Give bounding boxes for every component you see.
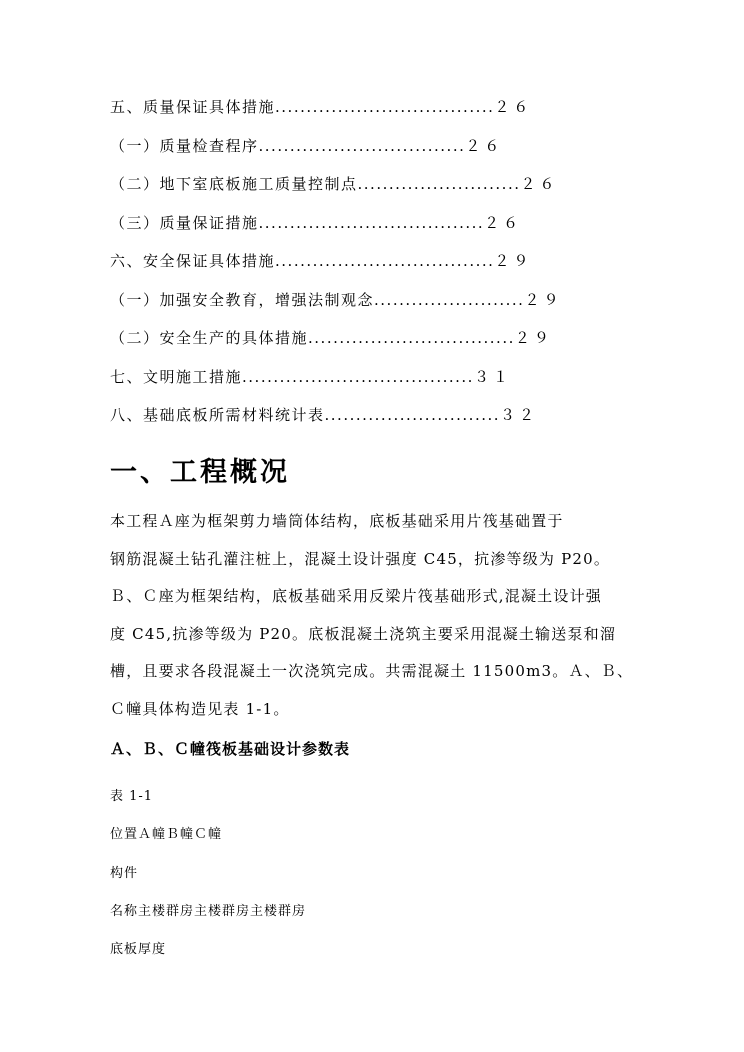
toc-entry-title: （二）安全生产的具体措施 [110,329,309,347]
table-line: 构件 [110,866,139,881]
toc-entry-title: 六、安全保证具体措施 [110,252,276,270]
toc-entry-title: 八、基础底板所需材料统计表 [110,406,325,424]
table-line: 底板厚度 [110,942,167,957]
toc-entry[interactable] [110,289,650,328]
toc-entry-dots: ................................. [308,329,515,347]
toc-entry[interactable] [110,327,650,366]
toc-entry-page: ２６ [520,175,559,193]
toc-entry-page: ２９ [524,290,563,309]
toc-entry-page: ２９ [494,252,533,270]
toc-entry-title: （二）地下室底板施工质量控制点 [110,175,358,193]
toc-entry-page: ３１ [473,367,512,386]
toc-entry[interactable] [110,212,650,251]
toc-entry-page: ２６ [465,136,504,155]
body-paragraph [110,503,640,729]
table-line: 名称主楼群房主楼群房主楼群房 [110,904,307,919]
paragraph-line: Ｂ、Ｃ座为框架结构，底板基础采用反梁片筏基础形式,混凝土设计强 [110,587,602,606]
toc-entry[interactable] [110,96,650,135]
paragraph-line: 本工程Ａ座为框架剪力墙筒体结构，底板基础采用片筏基础置于 [110,512,564,530]
toc-entry[interactable] [110,250,650,289]
table-line: 位置Ａ幢Ｂ幢Ｃ幢 [110,827,223,842]
toc-entry[interactable] [110,135,650,174]
paragraph-line: Ｃ幢具体构造见表 1-1。 [110,699,290,718]
toc-entry[interactable] [110,366,650,405]
toc-entry-title: 七、文明施工措施 [110,367,243,386]
paragraph-line: 槽，且要求各段混凝土一次浇筑完成。共需混凝土 11500m3。Ａ、Ｂ、 [110,662,634,681]
toc-entry-page: ２６ [494,98,533,116]
toc-entry-dots: ............................ [324,406,501,424]
toc-entry[interactable] [110,404,650,443]
toc-entry-title: 五、质量保证具体措施 [110,98,276,116]
toc-entry-dots: .................................... [258,213,485,232]
toc-entry-dots: ................................... [275,98,495,116]
toc-entry-dots: ..................................... [242,367,474,386]
toc-entry-page: ２６ [484,213,523,232]
toc-entry-page: ３２ [500,406,539,424]
toc-entry-page: ２９ [514,329,553,347]
toc-entry-dots: ........................ [374,290,525,309]
table-title: Ａ、Ｂ、Ｃ幢筏板基础设计参数表 [110,740,351,758]
toc-entry-title: （三）质量保证措施 [110,213,259,232]
toc-entry[interactable] [110,173,650,212]
toc-entry-title: （一）质量检查程序 [110,136,259,155]
toc-entry-dots: .......................... [357,175,521,193]
toc-entry-dots: ................................. [258,136,466,155]
paragraph-line: 度 C45,抗渗等级为 P20。底板混凝土浇筑主要采用混凝土输送泵和溜 [110,624,617,643]
toc-entry-dots: ................................... [275,252,495,270]
paragraph-line: 钢筋混凝土钻孔灌注桩上，混凝土设计强度 C45，抗渗等级为 P20。 [110,549,611,568]
table-of-contents [110,96,650,443]
table-label: 表 1-1 [110,789,154,804]
section-heading: 一、工程概况 [110,457,290,488]
toc-entry-title: （一）加强安全教育，增强法制观念 [110,290,375,309]
